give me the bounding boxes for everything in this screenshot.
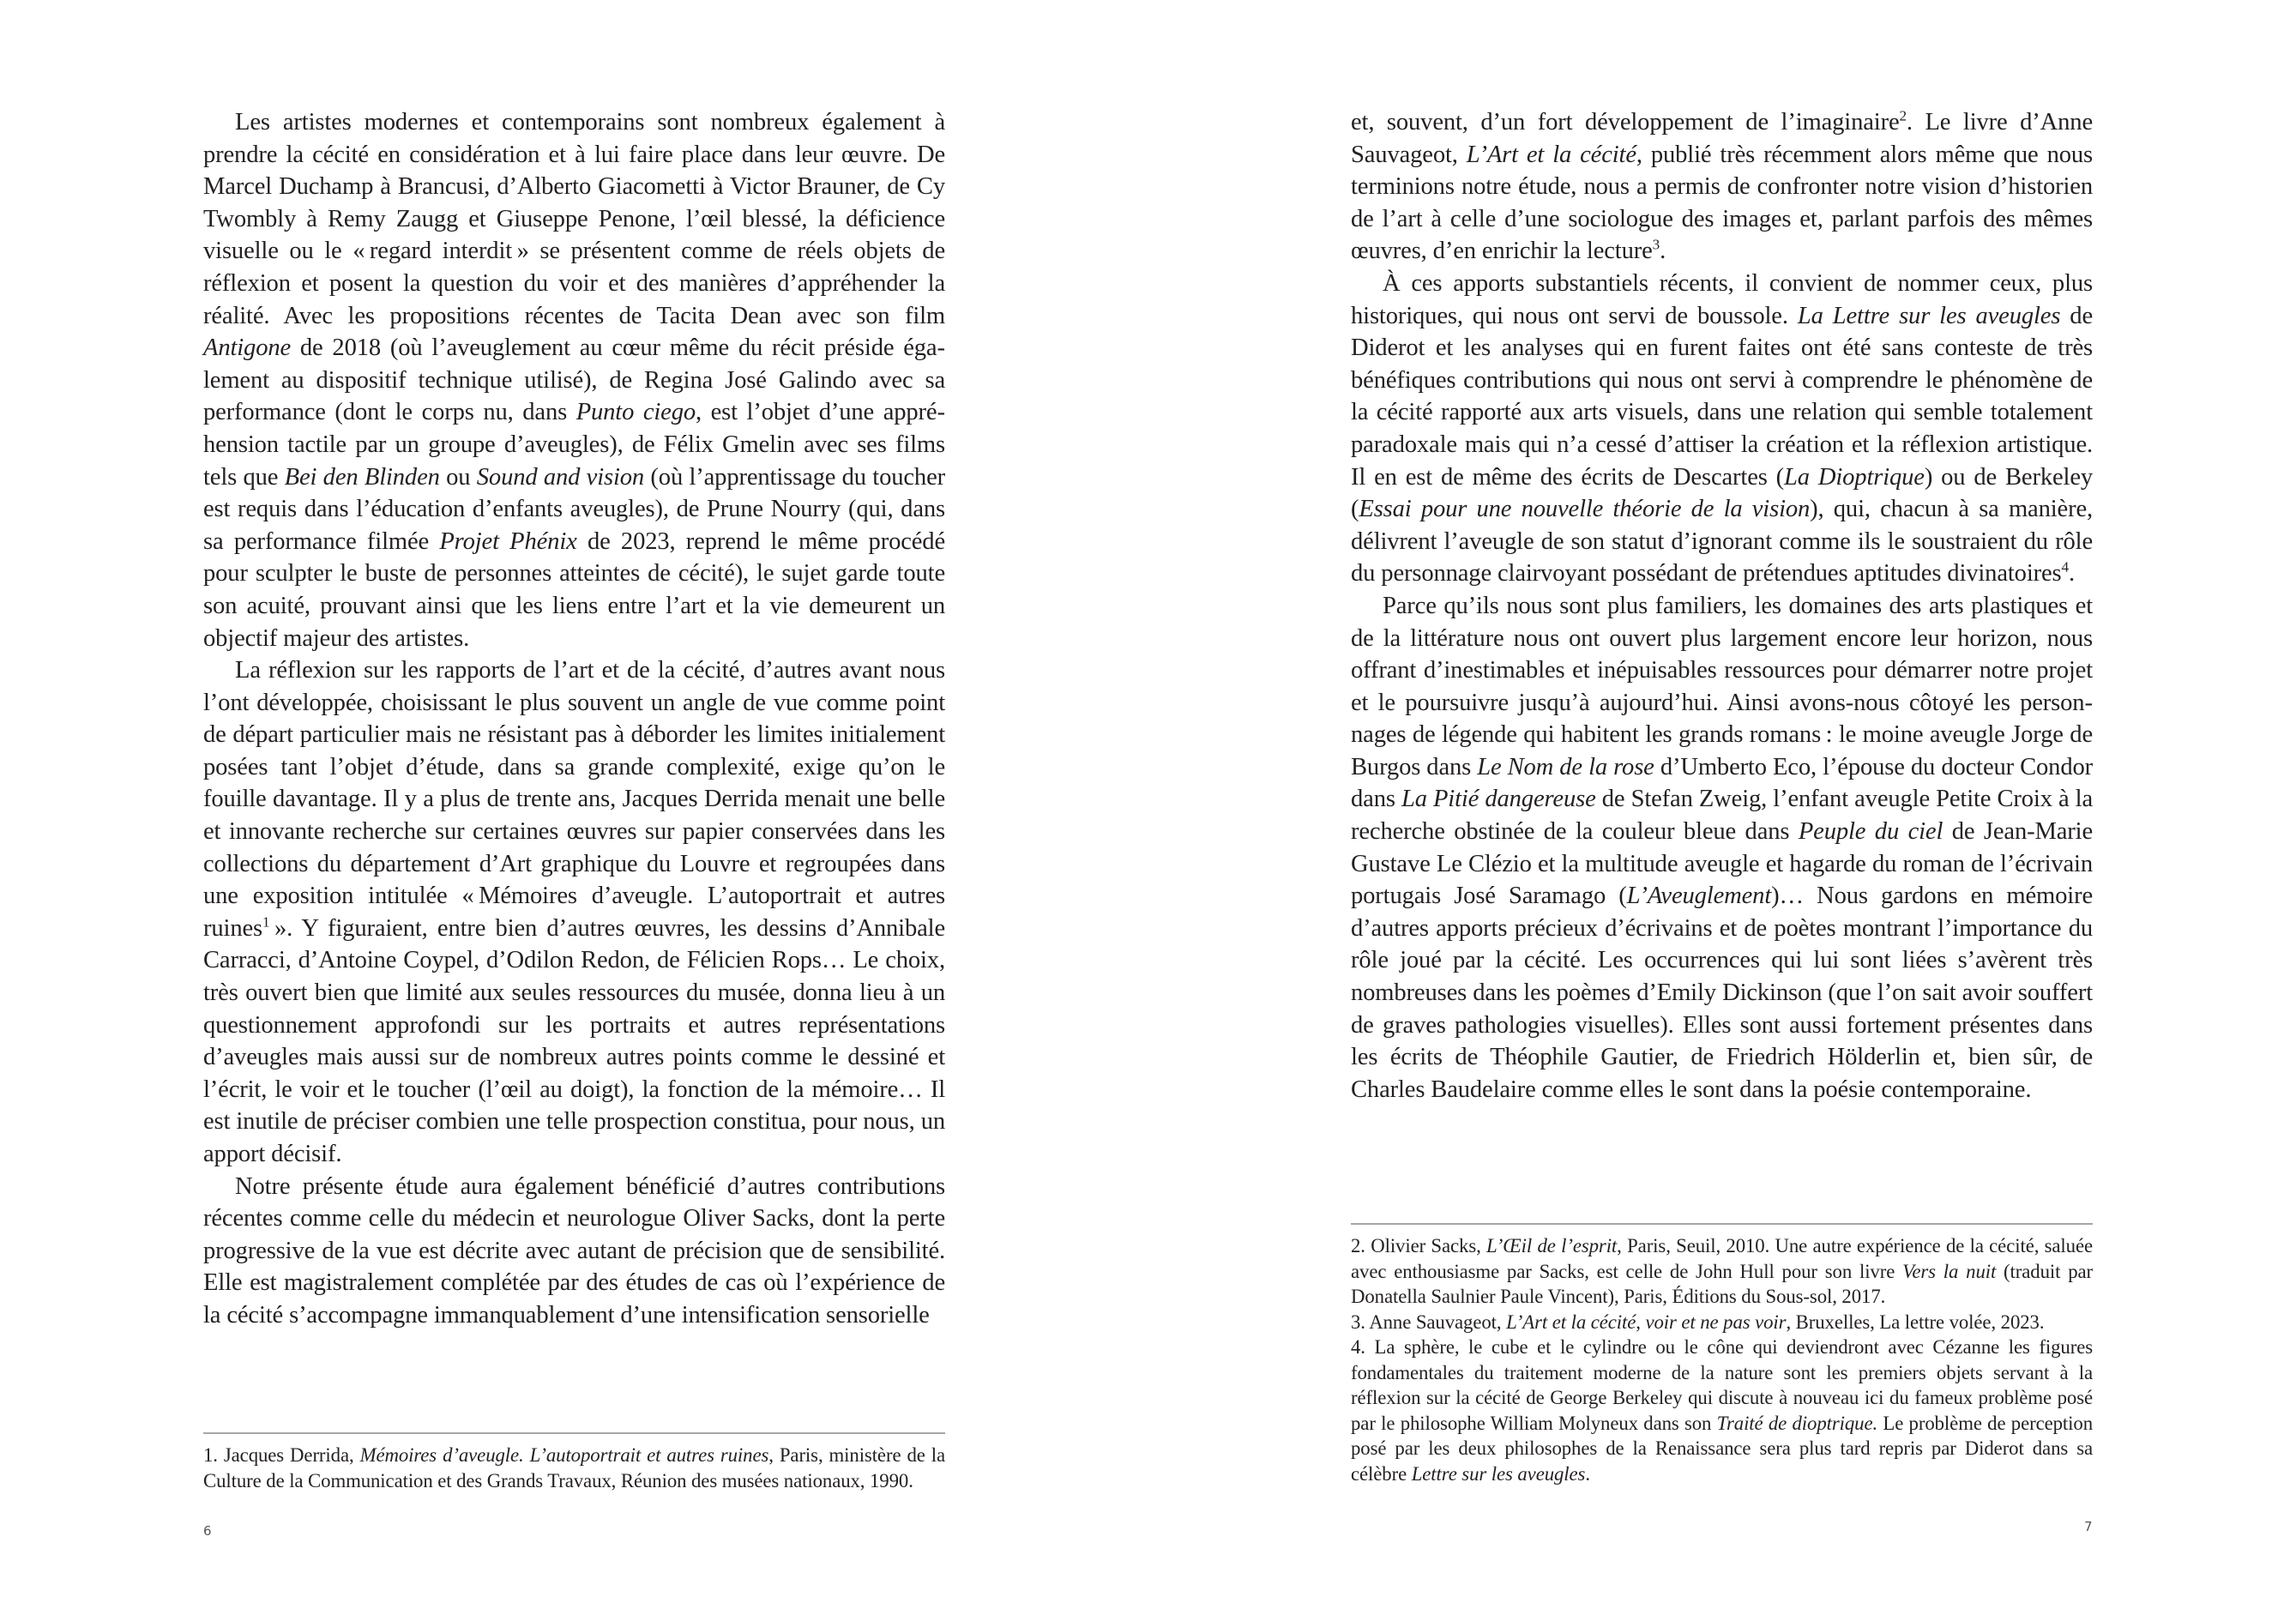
footnote-rule [203, 1432, 945, 1434]
italic-title: Sound and vision [476, 463, 645, 491]
italic-title: La Dioptrique [1784, 463, 1925, 491]
italic-title: La Lettre sur les aveugles [1797, 302, 2061, 329]
page-number-right: 7 [2084, 1519, 2093, 1534]
right-body-text [1351, 106, 2093, 1106]
footnote-reference: 4 [2061, 558, 2069, 575]
left-footnote-list [203, 1443, 945, 1493]
footnote-reference: 2 [1899, 107, 1907, 124]
text-run: et, souvent, d’un fort développement de l’imaginaire [1351, 109, 1900, 136]
italic-title: Lettre sur les aveugles [1411, 1462, 1586, 1485]
text-run: , Bruxelles, La lettre volée, 2023. [1786, 1311, 2045, 1333]
footnote-rule [1351, 1223, 2093, 1225]
text-run: Notre présente étude aura également bénéficié d’autres contributions récentes comme celle du médecin et neurologue Oliver Sacks, dont la perte progressive de la vue est décrite avec autant de précision que de sensibilité. Elle est magistralement complétée par des études de cas où l’expérience de la cécité s’accompagne immanquablement d’une intensification sensorielle [203, 1172, 945, 1329]
text-run: ) ou de Berkeley ( [1351, 463, 2094, 523]
text-run: À ces apports substantiels récents, il convient de nommer ceux, plus historiques, qui nous ont servi de boussole. [1351, 269, 2093, 329]
footnote [203, 1443, 945, 1493]
text-run: Le problème de perception posé par les deux philosophes de la Renaissance sera plus tard repris par Diderot dans sa célèbre [1351, 1412, 2093, 1485]
italic-title: Punto ciego [576, 399, 696, 426]
left-body-text [203, 106, 945, 1332]
italic-title: L’Art et la cécité [1466, 141, 1636, 168]
footnote [1351, 1310, 2093, 1335]
text-run: ), qui, chacun à sa manière, délivrent l’aveugle de son statut d’ignorant comme ils le soustraient du rôle du personnage clairvoyant possédant de prétendues aptitudes divinatoires [1351, 496, 2093, 588]
text-run: ou [439, 463, 477, 491]
text-run: d’Umberto Eco, l’épouse du docteur Condor dans [1351, 753, 2093, 813]
text-run: ». Y figuraient, entre bien d’autres œuvres, les dessins d’Annibale Carracci, d’Antoine Coypel, d’Odilon Redon, de Félicien Rops… Le choix, très ouvert bien que limité aux seules ressources du musée, donna lieu à un questionnement approfondi sur les portraits et autres représentations d’aveugles mais aussi sur de nombreux autres points comme le dessiné et l’écrit, le voir et le toucher (l’œil au doigt), la fonction de la mémoire… Il est inutile de préciser combien une telle prospection constitua, pour nous, un apport décisif. [203, 914, 945, 1167]
text-run: . [1585, 1462, 1590, 1485]
right-page [1148, 0, 2296, 1621]
footnote [1351, 1233, 2093, 1310]
footnote-reference: 1 [262, 913, 270, 931]
text-run: , Paris, Seuil, 2010. Une autre expérience de la cécité, saluée avec enthousiasme par Sacks, est celle de John Hull pour son livre [1351, 1235, 2093, 1282]
right-footnote-list [1351, 1233, 2093, 1486]
italic-title: La Pitié dangereuse [1401, 786, 1596, 813]
text-run: de 2018 (où l’aveuglement au cœur même du récit préside également au dispositif technique utilisé), de Regina José Galindo avec sa performance (dont le corps nu, dans [203, 334, 945, 426]
page-number-left: 6 [203, 1523, 212, 1539]
italic-title: Projet Phénix [439, 527, 577, 555]
body-paragraph [203, 1171, 945, 1332]
left-footnotes [203, 1432, 945, 1493]
text-run: . [1660, 238, 1666, 265]
text-run: , Paris, ministère de la Culture de la Communication et des Grands Travaux, Réunion des musées nationaux, 1990. [203, 1444, 945, 1491]
italic-title: Traité de dioptrique. [1716, 1412, 1878, 1434]
text-run: )… Nous gardons en mémoire d’autres apports précieux d’écrivains et de poètes montrant l’importance du rôle joué par la cécité. Les occurrences qui lui sont liées s’avèrent très nombreuses dans les poèmes d’Emily Dickinson (que l’on sait avoir souffert de graves pathologies visuelles). Elles sont aussi fortement présentes dans les écrits de Théophile Gautier, de Friedrich Hölderlin et, bien sûr, de Charles Baudelaire comme elles le sont dans la poésie contemporaine. [1351, 883, 2093, 1103]
italic-title: L’Art et la cécité, voir et ne pas voir [1506, 1311, 1787, 1333]
italic-title: Le Nom de la rose [1477, 753, 1654, 780]
italic-title: L’Aveuglement [1626, 883, 1772, 910]
text-run: (où l’apprentissage du toucher est requis dans l’éducation d’enfants aveugles), de Prune Nourry (qui, dans sa performance filmée [203, 463, 945, 555]
italic-title: Vers la nuit [1902, 1260, 1997, 1282]
italic-title: L’Œil de l’esprit [1486, 1235, 1618, 1256]
text-run: 3. Anne Sauvageot, [1351, 1311, 1507, 1333]
text-run: de Jean-Marie Gustave Le Clézio et la multitude aveugle et hagarde du roman de l’écrivain portugais José Saramago ( [1351, 818, 2093, 910]
body-paragraph [1351, 106, 2093, 268]
text-run: 4. La sphère, le cube et le cylindre ou le cône qui deviendront avec Cézanne les figures fondamentales du traitement moderne de la nature sont les premiers objets servant à la réflexion sur la cécité de George Berkeley qui discute à nouveau ici du fameux problème posé par le philosophe William Molyneux dans son [1351, 1336, 2093, 1434]
text-run: de 2023, reprend le même procédé pour sculpter le buste de personnes atteintes de cécité), le sujet garde toute son acuité, prouvant ainsi que les liens entre l’art et la vie demeurent un objectif majeur des artistes. [203, 527, 945, 652]
text-run: de Stefan Zweig, l’enfant aveugle Petite Croix à la recherche obstinée de la couleur bleue dans [1351, 786, 2094, 846]
right-footnotes [1351, 1223, 2093, 1486]
italic-title: Essai pour une nouvelle théorie de la vision [1359, 496, 1811, 523]
text-run: Parce qu’ils nous sont plus familiers, les domaines des arts plastiques et de la littérature nous ont ouvert plus largement encore leur horizon, nous offrant d’inestimables et inépuisables ressources pour démarrer notre projet et le poursuivre jusqu’à aujourd’hui. Ainsi avons-nous côtoyé les personnages de légende qui habitent les grands romans : le moine aveugle Jorge de Burgos dans [1351, 592, 2093, 780]
text-run: Les artistes modernes et contemporains sont nombreux également à prendre la cécité en considération et à lui faire place dans leur œuvre. De Marcel Duchamp à Brancusi, d’Alberto Giacometti à Victor Brauner, de Cy Twombly à Remy Zaugg et Giuseppe Penone, l’œil blessé, la déficience visuelle ou le « regard interdit » se présentent comme de réels objets de réflexion et posent la question du voir et des manières d’appréhender la réalité. Avec les propositions récentes de Tacita Dean avec son film [203, 109, 945, 329]
text-run: . Le livre d’Anne Sauvageot, [1351, 109, 2093, 168]
body-paragraph [203, 106, 945, 654]
text-run: La réflexion sur les rapports de l’art et de la cécité, d’autres avant nous l’ont développée, choisissant le plus souvent un angle de vue comme point de départ particulier mais ne résistant pas à déborder les limites initialement posées tant l’objet d’étude, dans sa grande complexité, exige qu’on le fouille davantage. Il y a plus de trente ans, Jacques Derrida menait une belle et innovante recherche sur certaines œuvres sur papier conservées dans les collections du département d’Art graphique du Louvre et regroupées dans une exposition intitulée « Mémoires d’aveugle. L’autoportrait et autres ruines [203, 657, 945, 942]
italic-title: Mémoires d’aveugle. L’autoportrait et autres ruines [359, 1444, 769, 1466]
body-paragraph [203, 654, 945, 1171]
body-paragraph [1351, 268, 2093, 590]
footnote [1351, 1335, 2093, 1486]
text-run: , publié très récemment alors même que nous terminions notre étude, nous a permis de confronter notre vision d’historien de l’art à celle d’une sociologue des images et, parlant parfois des mêmes œuvres, d’en enrichir la lecture [1351, 141, 2093, 265]
text-run: . [2068, 560, 2075, 588]
text-run: , est l’objet d’une appréhension tactile par un groupe d’aveugles), de Félix Gmelin avec ses films tels que [203, 399, 945, 491]
body-paragraph [1351, 590, 2093, 1106]
text-run: de Diderot et les analyses qui en furent faites ont été sans conteste de très bénéfiques contributions qui nous ont servi à comprendre le phénomène de la cécité rapporté aux arts visuels, dans une relation qui semble totalement paradoxale mais qui n’a cessé d’attiser la création et la réflexion artistique. Il en est de même des écrits de Descartes ( [1351, 302, 2093, 491]
italic-title: Peuple du ciel [1798, 818, 1943, 846]
text-run: 2. Olivier Sacks, [1351, 1235, 1487, 1256]
italic-title: Bei den Blinden [284, 463, 440, 491]
footnote-reference: 3 [1652, 236, 1660, 253]
italic-title: Antigone [203, 334, 292, 362]
text-run: (traduit par Donatella Saulnier Paule Vincent), Paris, Éditions du Sous-sol, 2017. [1351, 1260, 2093, 1307]
text-run: 1. Jacques Derrida, [203, 1444, 360, 1466]
